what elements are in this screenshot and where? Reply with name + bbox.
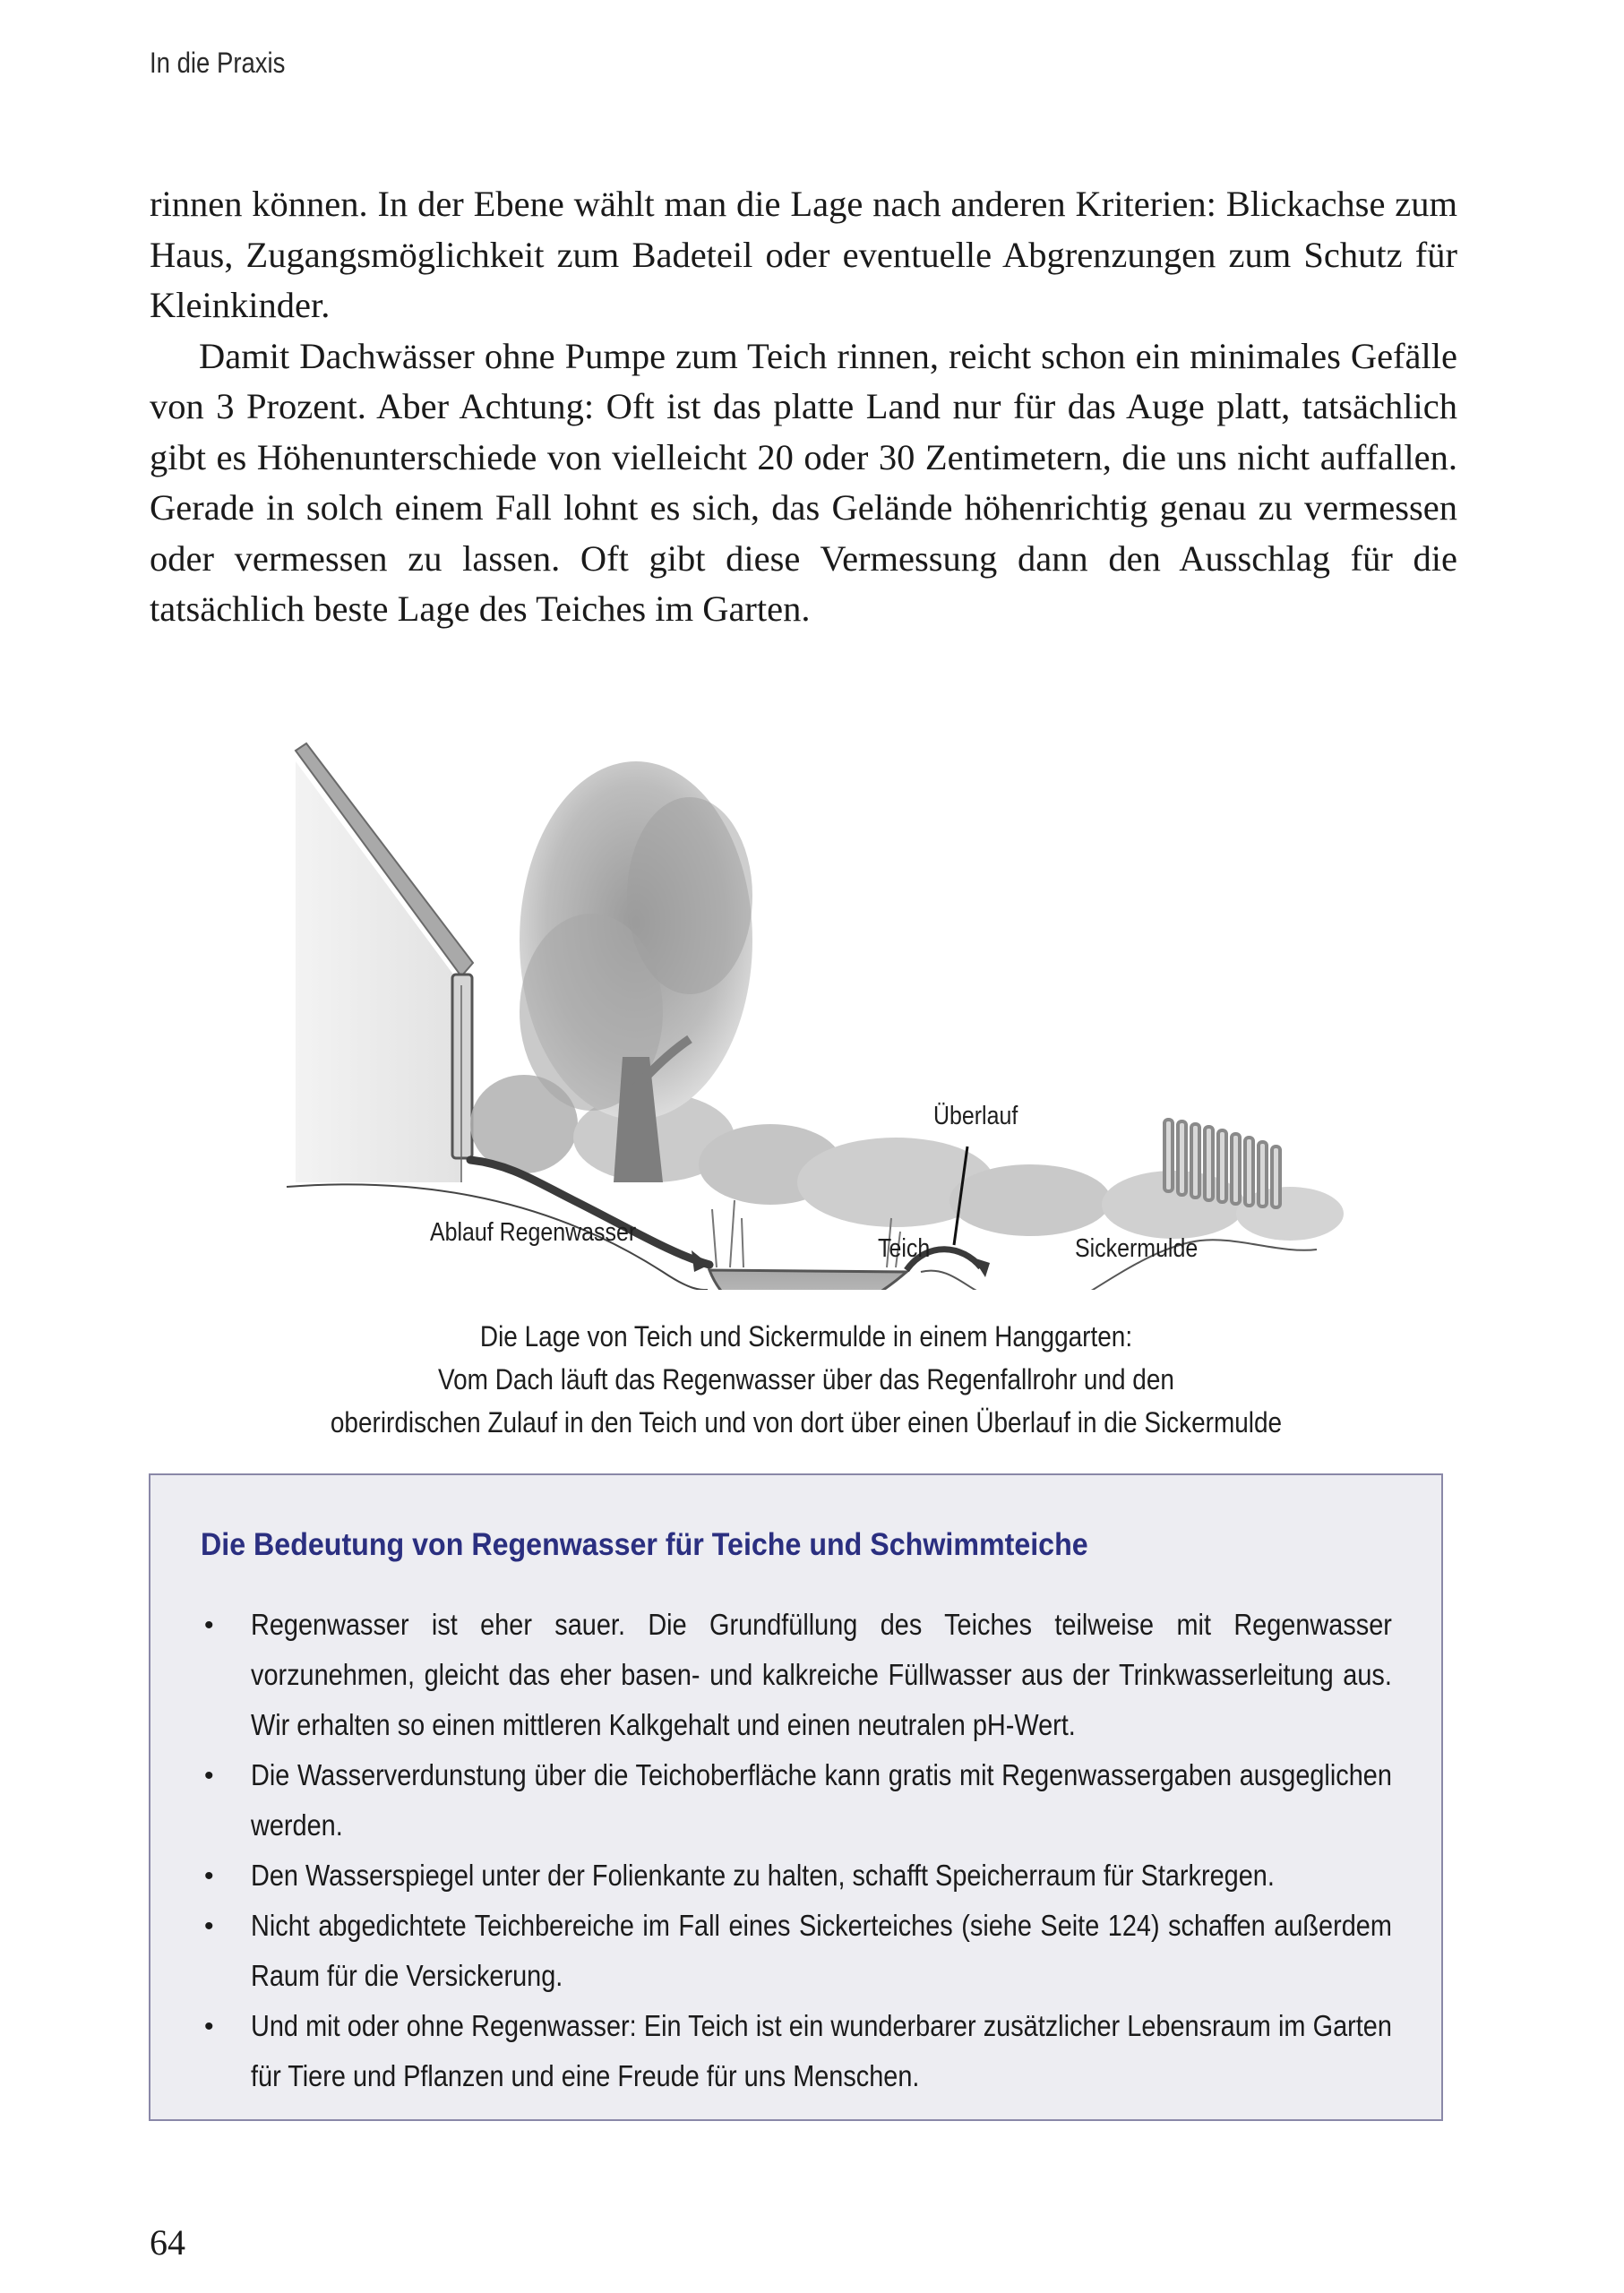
list-item-text: Regenwasser ist eher sauer. Die Grundfüllung des Teiches teilweise mit Regenwasser vorzunehmen, gleicht das eher basen- und kalkreiche Füllwasser aus der Trinkwasserleitung aus. Wir erhalten so einen mittleren Kalkgehalt und einen neutralen pH-Wert.: [251, 1609, 1392, 1742]
paragraph: Damit Dachwässer ohne Pumpe zum Teich rinnen, reicht schon ein minimales Gefälle von 3 Prozent. Aber Achtung: Oft ist das platte Land nur für das Auge platt, tatsächlich gibt es Höhenunterschiede von vielleicht 20 oder 30 Zentimetern, die uns nicht auffallen. Gerade in solch einem Fall lohnt es sich, das Gelände höhenrichtig genau zu vermessen oder vermessen zu lassen. Oft gibt diese Vermessung dann den Ausschlag für die tatsächlich beste Lage des Teiches im Garten.: [150, 335, 1457, 629]
caption-line: oberirdischen Zulauf in den Teich und von dort über einen Überlauf in die Sickermulde: [330, 1406, 1283, 1438]
list-item: [201, 1601, 1392, 1751]
info-box: [149, 1473, 1443, 2121]
bullet-icon: •: [204, 1610, 214, 1640]
caption-line: Vom Dach läuft das Regenwasser über das Regenfallrohr und den: [438, 1363, 1174, 1396]
info-box-list: [201, 1601, 1392, 2102]
illustration-drawing: [269, 717, 1397, 1290]
list-item-text: Den Wasserspiegel unter der Folienkante zu halten, schafft Speicherraum für Starkregen.: [251, 1859, 1275, 1893]
list-item-text: Und mit oder ohne Regenwasser: Ein Teich ist ein wunderbarer zusätzlicher Lebensraum im Garten für Tiere und Pflanzen und eine Freude für uns Menschen.: [251, 2010, 1392, 2093]
figure-caption: [179, 1315, 1433, 1444]
label-overflow: Überlauf: [933, 1102, 1018, 1130]
running-head: In die Praxis: [150, 47, 286, 79]
label-drain: Ablauf Regenwasser: [430, 1218, 637, 1247]
bullet-icon: •: [204, 1911, 214, 1941]
list-item-text: Nicht abgedichtete Teichbereiche im Fall eines Sickerteiches (siehe Seite 124) schaffen außerdem Raum für die Versickerung.: [251, 1910, 1392, 1993]
paragraph: rinnen können. In der Ebene wählt man die Lage nach anderen Kriterien: Blickachse zum Haus, Zugangsmöglichkeit zum Badeteil oder eventuelle Abgrenzungen zum Schutz für Kleinkinder.: [150, 184, 1457, 325]
info-box-title: Die Bedeutung von Regenwasser für Teiche und Schwimmteiche: [201, 1527, 1088, 1562]
page-number: 64: [150, 2222, 185, 2263]
list-item: [201, 1851, 1392, 1902]
list-item-text: Die Wasserverdunstung über die Teichoberfläche kann gratis mit Regenwassergaben ausgeglichen werden.: [251, 1759, 1392, 1842]
bullet-icon: •: [204, 2012, 214, 2041]
body-text: [150, 179, 1457, 635]
fence-icon: [1164, 1120, 1280, 1207]
list-item: [201, 1902, 1392, 2002]
label-swale: Sickermulde: [1075, 1234, 1199, 1263]
list-item: [201, 2002, 1392, 2102]
bullet-icon: •: [204, 1861, 214, 1891]
label-pond: Teich: [878, 1234, 931, 1263]
bullet-icon: •: [204, 1761, 214, 1791]
garden-slope-illustration: [269, 717, 1397, 1290]
house-icon: [296, 743, 473, 1182]
list-item: [201, 1751, 1392, 1851]
caption-line: Die Lage von Teich und Sickermulde in einem Hanggarten:: [479, 1320, 1133, 1353]
